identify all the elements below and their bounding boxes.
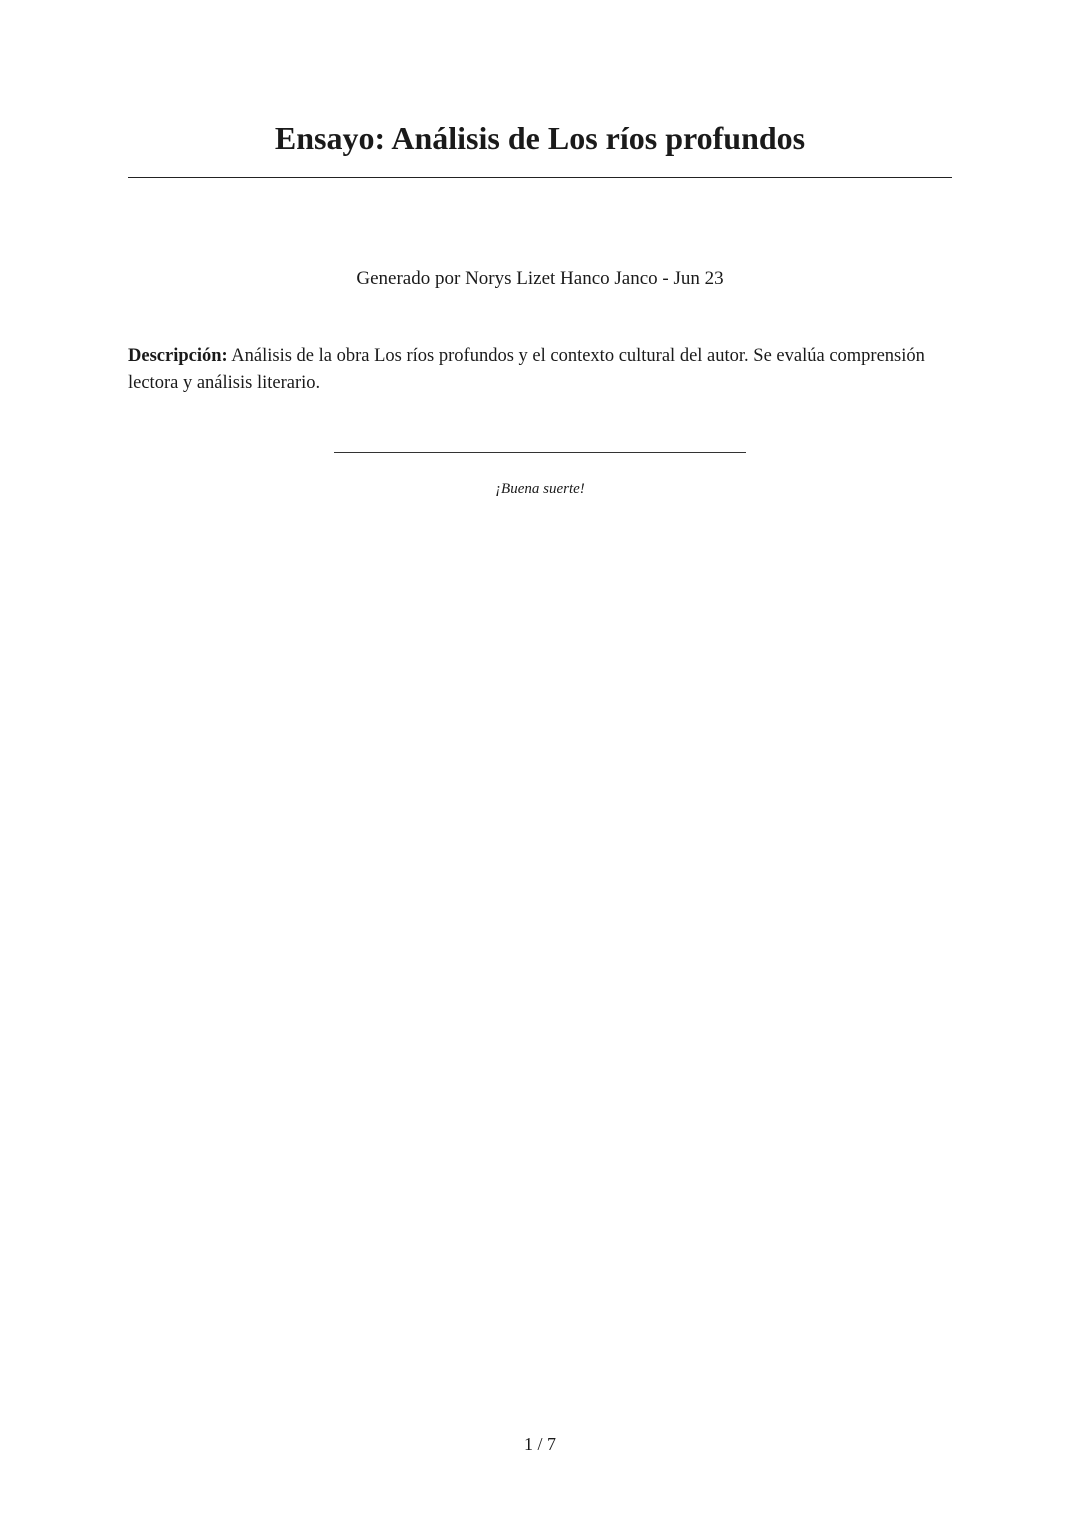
byline: Generado por Norys Lizet Hanco Janco - Jun 23 bbox=[356, 268, 724, 289]
description-text: Análisis de la obra Los ríos profundos y el contexto cultural del autor. Se evalúa comprensión lectora y análisis literario. bbox=[128, 346, 925, 393]
page-number: 1 / 7 bbox=[523, 1434, 556, 1454]
description-label: Descripción: bbox=[128, 346, 228, 366]
section-divider bbox=[334, 452, 746, 453]
closing-message: ¡Buena suerte! bbox=[495, 481, 585, 497]
page-title: Ensayo: Análisis de Los ríos profundos bbox=[274, 120, 806, 156]
description-paragraph bbox=[128, 343, 928, 397]
title-divider bbox=[128, 177, 952, 178]
